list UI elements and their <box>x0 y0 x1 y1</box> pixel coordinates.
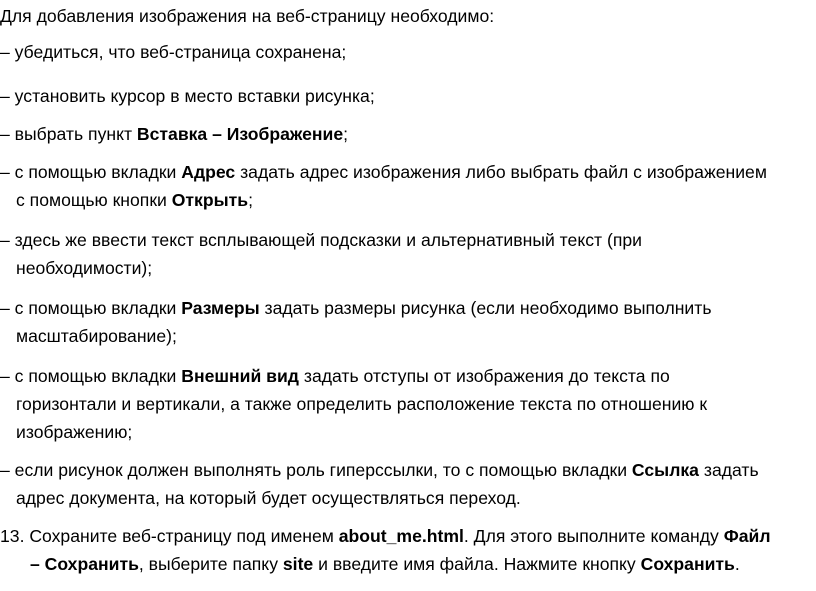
step-insert-menu-line <box>0 120 812 148</box>
step-address-tab-text: – с помощью вкладки <box>0 162 182 182</box>
step-13-end: . <box>734 554 740 574</box>
step-address-tab-text-3: с помощью кнопки <box>16 190 172 210</box>
step-link-tab-line-1 <box>0 456 812 484</box>
step-sizes-tab-text-2: задать размеры рисунка (если необходимо выполнить <box>259 298 712 318</box>
step-sizes-tab-text: – с помощью вкладки <box>0 298 182 318</box>
step-address-tab-text-2: задать адрес изображения либо выбрать файл с изображением <box>235 162 767 182</box>
step-address-tab <box>0 158 812 214</box>
step-appearance-tab-line-1 <box>0 362 812 390</box>
step-sizes-tab-line-1 <box>0 294 812 322</box>
step-appearance-tab-line-2: горизонтали и вертикали, а также определить расположение текста по отношению к <box>16 394 708 414</box>
step-sizes-tab-line-2: масштабирование); <box>16 326 177 346</box>
step-insert-menu <box>0 120 812 148</box>
save-command-label: – Сохранить <box>30 554 139 574</box>
step-set-cursor <box>0 82 812 110</box>
step-check-saved <box>0 38 812 66</box>
open-button-label: Открыть <box>171 190 249 210</box>
step-set-cursor-text: – установить курсор в место вставки рисунка; <box>0 86 375 106</box>
step-sizes-tab <box>0 294 812 350</box>
step-appearance-tab-line-3: изображению; <box>16 422 133 442</box>
filename-label: about_me.html <box>338 526 464 546</box>
step-address-tab-end: ; <box>248 190 253 210</box>
step-address-tab-line-2 <box>0 186 812 214</box>
save-button-label: Сохранить <box>640 554 735 574</box>
link-tab-label: Ссылка <box>631 460 699 480</box>
step-13-text-2: . Для этого выполните команду <box>463 526 724 546</box>
step-check-saved-text: – убедиться, что веб-страница сохранена; <box>0 42 347 62</box>
sizes-tab-label: Размеры <box>181 298 260 318</box>
step-link-tab-line-2: адрес документа, на который будет осуществляться переход. <box>16 488 521 508</box>
step-13-line-2 <box>0 550 812 578</box>
site-folder-label: site <box>282 554 314 574</box>
step-tooltip-line-2: необходимости); <box>16 258 153 278</box>
step-link-tab-text-2: задать <box>698 460 759 480</box>
step-tooltip-text <box>0 226 812 282</box>
appearance-tab-label: Внешний вид <box>181 366 299 386</box>
file-menu-label: Файл <box>723 526 771 546</box>
step-13-line-1 <box>0 522 812 550</box>
intro-paragraph <box>0 2 812 30</box>
step-insert-menu-text: – выбрать пункт <box>0 124 137 144</box>
step-tooltip-line-1: – здесь же ввести текст всплывающей подсказки и альтернативный текст (при <box>0 230 642 250</box>
step-appearance-tab-text-2: задать отступы от изображения до текста по <box>298 366 670 386</box>
address-tab-label: Адрес <box>181 162 236 182</box>
step-13-save-page <box>0 522 812 578</box>
step-13-text-3: , выберите папку <box>138 554 283 574</box>
step-insert-menu-end: ; <box>343 124 349 144</box>
step-13-text-4: и введите имя файла. Нажмите кнопку <box>313 554 641 574</box>
step-link-tab <box>0 456 812 512</box>
step-address-tab-line-1 <box>0 158 812 186</box>
step-appearance-tab-text: – с помощью вкладки <box>0 366 182 386</box>
step-link-tab-text: – если рисунок должен выполнять роль гиперссылки, то с помощью вкладки <box>0 460 632 480</box>
intro-text: Для добавления изображения на веб-страницу необходимо: <box>0 6 495 26</box>
step-13-text: 13. Сохраните веб-страницу под именем <box>0 526 339 546</box>
insert-image-command: Вставка – Изображение <box>136 124 344 144</box>
step-appearance-tab <box>0 362 812 446</box>
